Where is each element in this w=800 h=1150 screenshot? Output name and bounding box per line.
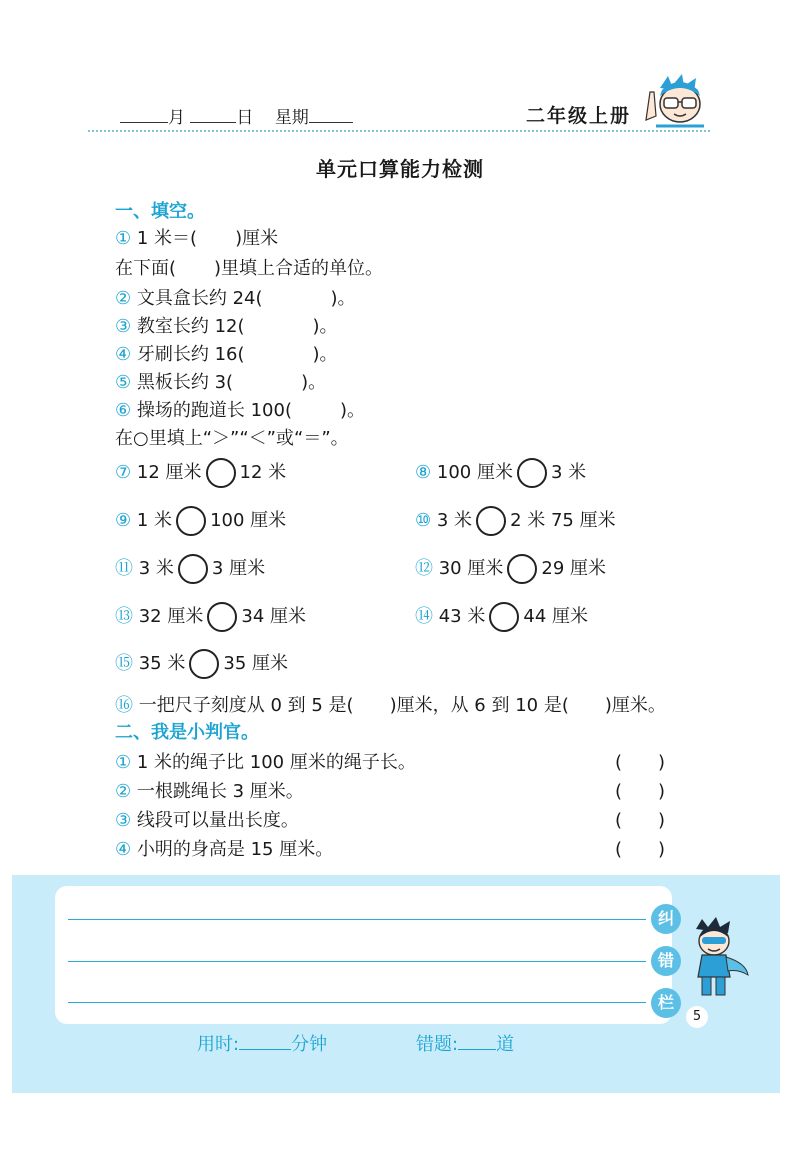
q5-text-end: )。 <box>301 372 327 393</box>
judge-answer-paren[interactable]: ( ) <box>615 752 666 773</box>
page-number: 5 <box>686 1006 708 1028</box>
writing-line[interactable] <box>68 961 646 962</box>
month-label: 月 <box>168 108 185 128</box>
q4-number: ④ <box>115 344 132 365</box>
q5-text: 黑板长约 3( <box>136 372 234 393</box>
q3-number: ③ <box>115 316 132 337</box>
compare-right: 12 米 <box>239 462 287 483</box>
compare-number: ⑩ <box>415 510 432 531</box>
compare-number: ⑨ <box>115 510 132 531</box>
q16-text: 一把尺子刻度从 0 到 5 是( <box>138 695 354 716</box>
q6-text-end: )。 <box>339 400 366 421</box>
compare-left: 1 米 <box>136 510 173 531</box>
judge-number: ④ <box>115 839 132 860</box>
page-title: 单元口算能力检测 <box>316 157 484 181</box>
date-line <box>120 103 353 128</box>
instr1-text: 在下面( <box>115 258 177 279</box>
q2-number: ② <box>115 288 132 309</box>
judge-text: 1 米的绳子比 100 厘米的绳子长。 <box>136 752 416 773</box>
judge-number: ① <box>115 752 132 773</box>
compare-number: ⑧ <box>415 462 432 483</box>
compare-circle[interactable] <box>176 506 206 536</box>
day-blank[interactable] <box>190 108 236 123</box>
question-2 <box>115 284 356 310</box>
weekday-label: 星期 <box>274 108 309 128</box>
q16-number: ⑯ <box>115 695 133 716</box>
compare-circle[interactable] <box>189 649 219 679</box>
q5-number: ⑤ <box>115 372 132 393</box>
time-unit: 分钟 <box>291 1034 328 1055</box>
month-blank[interactable] <box>120 108 168 123</box>
q16-text-mid: )厘米，从 6 到 10 是( <box>389 695 569 716</box>
compare-right: 100 厘米 <box>210 510 287 531</box>
errors-blank[interactable] <box>458 1035 496 1050</box>
instr1-text-end: )里填上合适的单位。 <box>214 258 384 279</box>
day-label: 日 <box>236 108 254 128</box>
q1-text-end: )厘米 <box>235 228 279 249</box>
q1-number: ① <box>115 228 132 249</box>
compare-number: ⑦ <box>115 462 132 483</box>
compare-left: 3 米 <box>436 510 473 531</box>
q6-number: ⑥ <box>115 400 132 421</box>
superhero-mascot-icon <box>688 915 750 1001</box>
question-4 <box>115 340 338 366</box>
correction-badge: 纠 <box>651 904 681 934</box>
compare-right: 3 米 <box>550 462 587 483</box>
errors-label: 错题: <box>416 1034 459 1055</box>
compare-item <box>415 456 586 490</box>
section1-heading: 一、填空。 <box>115 201 205 222</box>
correction-badge: 错 <box>651 946 681 976</box>
weekday-blank[interactable] <box>309 108 353 123</box>
compare-left: 43 米 <box>438 606 486 627</box>
compare-item <box>415 552 606 586</box>
compare-left: 3 米 <box>138 558 174 579</box>
judge-item <box>115 777 304 803</box>
compare-circle[interactable] <box>476 506 506 536</box>
compare-circle[interactable] <box>507 554 537 584</box>
compare-item <box>415 600 588 634</box>
grade-label: 二年级上册 <box>526 105 632 127</box>
compare-item <box>415 504 616 538</box>
compare-left: 30 厘米 <box>438 558 504 579</box>
q2-text-end: )。 <box>330 288 356 309</box>
error-count <box>416 1030 514 1056</box>
question-1 <box>115 224 278 250</box>
time-blank[interactable] <box>239 1035 291 1050</box>
judge-answer-paren[interactable]: ( ) <box>615 810 666 831</box>
compare-left: 100 厘米 <box>436 462 513 483</box>
compare-item <box>115 504 286 538</box>
judge-number: ② <box>115 781 132 802</box>
judge-text: 小明的身高是 15 厘米。 <box>136 839 334 860</box>
judge-item <box>115 748 416 774</box>
judge-answer-paren[interactable]: ( ) <box>615 839 666 860</box>
compare-circle[interactable] <box>207 602 237 632</box>
question-3 <box>115 312 338 338</box>
compare-left: 32 厘米 <box>138 606 204 627</box>
compare-right: 29 厘米 <box>541 558 607 579</box>
compare-number: ⑭ <box>415 606 433 627</box>
compare-item <box>115 600 306 634</box>
judge-number: ③ <box>115 810 132 831</box>
q2-text: 文具盒长约 24( <box>136 288 263 309</box>
q4-text-end: )。 <box>312 344 338 365</box>
judge-item <box>115 806 299 832</box>
q6-text: 操场的跑道长 100( <box>136 400 292 421</box>
compare-number: ⑬ <box>115 606 133 627</box>
instruction-units <box>115 254 383 280</box>
question-16 <box>115 691 666 717</box>
time-spent <box>197 1030 327 1056</box>
compare-item <box>115 552 265 586</box>
judge-item <box>115 835 333 861</box>
q16-text-end: )厘米。 <box>604 695 666 716</box>
compare-circle[interactable] <box>489 602 519 632</box>
instruction-compare: 在○里填上“＞”“＜”或“＝”。 <box>115 428 349 449</box>
compare-circle[interactable] <box>178 554 208 584</box>
compare-number: ⑪ <box>115 558 133 579</box>
compare-right: 35 厘米 <box>223 653 289 674</box>
judge-text: 一根跳绳长 3 厘米。 <box>136 781 304 802</box>
time-label: 用时: <box>197 1034 240 1055</box>
compare-left: 35 米 <box>138 653 186 674</box>
q4-text: 牙刷长约 16( <box>136 344 245 365</box>
writing-line[interactable] <box>68 1002 646 1003</box>
question-5 <box>115 368 326 394</box>
compare-right: 2 米 75 厘米 <box>510 510 616 531</box>
errors-unit: 道 <box>496 1034 515 1055</box>
question-6 <box>115 396 365 422</box>
header-divider <box>88 130 710 132</box>
section2-heading: 二、我是小判官。 <box>115 722 259 743</box>
q1-text: 1 米＝( <box>136 228 198 249</box>
compare-left: 12 厘米 <box>136 462 202 483</box>
compare-number: ⑮ <box>115 653 133 674</box>
compare-circle[interactable] <box>206 458 236 488</box>
compare-right: 34 厘米 <box>241 606 307 627</box>
correction-badge: 栏 <box>651 988 681 1018</box>
q3-text-end: )。 <box>312 316 338 337</box>
judge-text: 线段可以量出长度。 <box>136 810 299 831</box>
compare-item <box>115 647 288 681</box>
correction-paper <box>55 886 672 1024</box>
compare-number: ⑫ <box>415 558 433 579</box>
compare-right: 44 厘米 <box>523 606 589 627</box>
compare-circle[interactable] <box>517 458 547 488</box>
judge-answer-paren[interactable]: ( ) <box>615 781 666 802</box>
compare-right: 3 厘米 <box>211 558 266 579</box>
mascot-icon <box>630 70 710 132</box>
writing-line[interactable] <box>68 919 646 920</box>
q3-text: 教室长约 12( <box>136 316 245 337</box>
compare-item <box>115 456 286 490</box>
